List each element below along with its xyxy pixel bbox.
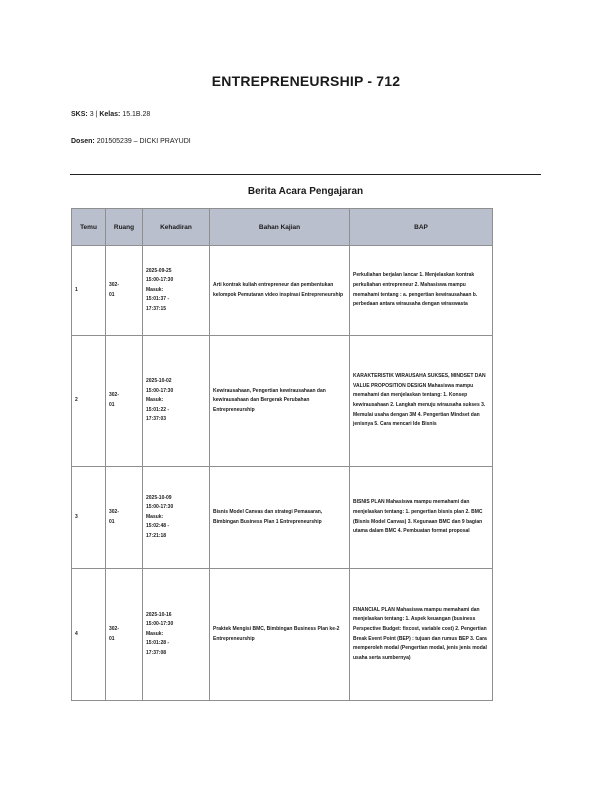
header-bap: BAP [350, 209, 493, 246]
bahan-kajian-cell: Arti kontrak kuliah entrepreneur dan pembentukan kelompok Pemutaran video inspirasi Entrepreneurship [210, 246, 350, 336]
bahan-kajian-cell: Kewirausahaan, Pengertian kewirausahaan dan kewirausahaan dan Bergerak Perubahan Entrepreneurship [210, 336, 350, 467]
kehadiran-cell: 2025-10-02 15:00-17:30 Masuk: 15:01:22 - 17:37:03 [143, 336, 210, 467]
table-row [72, 336, 493, 467]
sks-label: SKS: [71, 111, 88, 118]
kehadiran-cell: 2025-10-16 15:00-17:30 Masuk: 15:01:28 - 17:37:08 [143, 569, 210, 701]
header-kehadiran: Kehadiran [143, 209, 210, 246]
ruang-cell: 302- 01 [106, 246, 143, 336]
course-meta [71, 111, 150, 118]
temu-cell: 3 [72, 467, 106, 569]
sks-value: 3 [89, 111, 94, 118]
ruang-cell: 302- 01 [106, 467, 143, 569]
document-title: ENTREPRENEURSHIP - 712 [211, 73, 401, 89]
meta-separator: | [95, 111, 98, 118]
bahan-kajian-cell: Bisnis Model Canvas dan strategi Pemasaran, Bimbingan Business Plan 1 Entrepreneurship [210, 467, 350, 569]
table-header-row [72, 209, 493, 246]
table-row [72, 467, 493, 569]
header-ruang: Ruang [106, 209, 143, 246]
table-row [72, 246, 493, 336]
header-bahan-kajian: Bahan Kajian [210, 209, 350, 246]
kelas-label: Kelas: [99, 111, 121, 118]
ruang-cell: 302- 01 [106, 569, 143, 701]
temu-cell: 4 [72, 569, 106, 701]
kehadiran-cell: 2025-10-09 15:00-17:30 Masuk: 15:02:48 - 17:21:18 [143, 467, 210, 569]
bap-cell: FINANCIAL PLAN Mahasiswa mampu memahami dan menjelaskan tentang: 1. Aspek keuangan (business Perspective Budget: fixcost, variable cost) 2. Pengertian Break Event Point (BEP) : tujuan dan rumus BEP 3. Cara memperoleh modal (Pengertian modal, jenis jenis modal usaha serta sumbernya) [350, 569, 493, 701]
kelas-value: 15.1B.28 [122, 111, 151, 118]
temu-cell: 1 [72, 246, 106, 336]
temu-cell: 2 [72, 336, 106, 467]
lecturer-meta [71, 138, 191, 145]
table-row [72, 569, 493, 701]
ruang-cell: 302- 01 [106, 336, 143, 467]
section-title: Berita Acara Pengajaran [247, 186, 364, 197]
bahan-kajian-cell: Praktek Mengisi BMC, Bimbingan Business Plan ke-2 Entrepreneurship [210, 569, 350, 701]
bap-cell: Perkuliahan berjalan lancar 1. Menjelaskan kontrak perkuliahan entrepreneur 2. Mahasiswa mampu memahami tentang : a. pengertian kewirausahaan b. perbedaan antara wirausaha dengan wiraswasta [350, 246, 493, 336]
header-temu: Temu [72, 209, 106, 246]
bap-cell: KARAKTERISTIK WIRAUSAHA SUKSES, MINDSET DAN VALUE PROPOSITION DESIGN Mahasiswa mampu memahami dan menjelaskan tentang: 1. Konsep kewirausahaan 2. Langkah menuju wirausaha sukses 3. Memulai usaha dengan 3M 4. Pengertian Mindset dan jenisnya 5. Cara mencari Ide Bisnis [350, 336, 493, 467]
teaching-record-table [71, 208, 493, 701]
dosen-label: Dosen: [71, 138, 95, 145]
header-divider [70, 174, 541, 175]
bap-cell: BISNIS PLAN Mahasiswa mampu memahami dan menjelaskan tentang: 1. pengertian bisnis plan 2. BMC (Bisnis Model Canvas) 3. Kegunaan BMC dan 9 bagian utama dalam BMC 4. Pembuatan format proposal [350, 467, 493, 569]
kehadiran-cell: 2025-09-25 15:00-17:30 Masuk: 15:01:37 - 17:37:15 [143, 246, 210, 336]
dosen-value: 201505239 – DICKI PRAYUDI [96, 138, 191, 145]
